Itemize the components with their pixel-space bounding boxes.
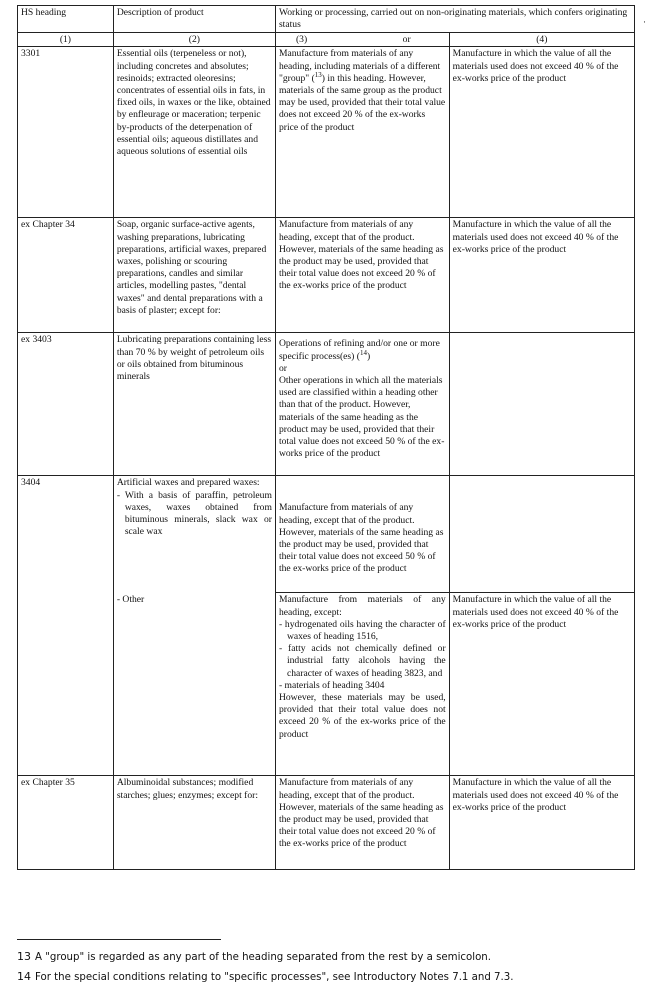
footnote-ref-14: 14 — [359, 348, 367, 357]
hs-heading-cell: ex 3403 — [18, 333, 114, 476]
processing-list-item: - fatty acids not chemically defined or industrial fatty alcohols having the character of waxes of heading 3823, and — [278, 643, 446, 679]
processing-or: or — [278, 362, 287, 374]
processing-cell: Manufacture from materials of any heading, except that of the product. However, materials of the same heading as the product may be used, provided that their total value does not exceed 20 % of the ex-works price of the product — [275, 218, 449, 333]
table-row — [18, 218, 635, 333]
footnote-number: 13 — [17, 950, 31, 963]
table-row — [18, 776, 635, 870]
alternative-cell-empty — [449, 476, 634, 593]
processing-text: Manufacture from materials of any heading, except: — [278, 594, 446, 618]
description-subitem: - Other — [116, 593, 145, 605]
table-header-row — [18, 6, 635, 33]
processing-text: Manufacture from materials of any heading, including materials of a different "group" — [278, 48, 441, 84]
table-row — [18, 333, 635, 476]
alternative-cell: Manufacture in which the value of all the materials used does not exceed 40 % of the ex-works price of the product — [449, 47, 634, 218]
processing-text-cont: in this heading. However, materials of the same group as the product may be used, provided that their total value does not exceed 20 % of the ex-works price of the product — [278, 72, 446, 133]
header-description: Description of product — [113, 6, 275, 33]
processing-cell — [275, 476, 449, 593]
processing-text-cont: However, these materials may be used, provided that their total value does not exceed 20 % of the ex-works price of the product — [278, 692, 446, 740]
description-cell: Soap, organic surface-active agents, washing preparations, lubricating preparations, artificial waxes, prepared waxes, polishing or scouring preparations, candles and similar articles, modelling pastes, "dental waxes" and dental preparations with a basis of plaster; except for: — [113, 218, 275, 333]
footnote-text: A "group" is regarded as any part of the heading separated from the rest by a semicolon. — [35, 952, 491, 963]
processing-text: Operations of refining and/or one or more specific process(es) — [278, 338, 440, 362]
table-row — [18, 476, 635, 593]
description-text: Artificial waxes and prepared waxes: — [116, 477, 260, 489]
footnote-divider — [17, 939, 221, 940]
rules-table — [17, 5, 635, 870]
header-hs-heading: HS heading — [18, 6, 114, 33]
column-number-4: (4) — [449, 33, 634, 47]
alternative-cell: Manufacture in which the value of all the materials used does not exceed 40 % of the ex-works price of the product — [449, 593, 634, 776]
stray-mark: · — [643, 17, 646, 27]
alternative-cell-empty — [449, 333, 634, 476]
footnote-number: 14 — [17, 970, 31, 983]
table-row — [18, 47, 635, 218]
table-row — [18, 593, 635, 776]
description-cell: Lubricating preparations containing less than 70 % by weight of petroleum oils or oils obtained from bituminous minerals — [113, 333, 275, 476]
description-subitem: - With a basis of paraffin, petroleum waxes, waxes obtained from bituminous minerals, slack wax or scale wax — [116, 489, 272, 538]
processing-cell: Operations of refining and/or one or more specific process(es) ($^{14}$) or Other operations in which all the materials used are classified within a heading other than that of the product. However, materials of the same heading as the product may be used, provided that their total value does not exceed 50 % of the ex-works price of the product — [275, 333, 449, 476]
processing-text: Manufacture from materials of any heading, except that of the product. However, materials of the same heading as the product may be used, provided that their total value does not exceed 50 % of the ex-works price of the product — [278, 502, 444, 575]
processing-text-cont: Other operations in which all the materials used are classified within a heading other than that of the product. However, materials of the same heading as the product may be used, provided that their total value does not exceed 50 % of the ex-works price of the product — [278, 375, 445, 460]
footnote-14 — [17, 967, 637, 987]
header-working-processing: Working or processing, carried out on non-originating materials, which confers originating status — [275, 6, 634, 33]
processing-list-item: - materials of heading 3404 — [278, 679, 385, 691]
column-number-row — [18, 33, 635, 47]
column-number-3 — [275, 33, 449, 47]
alternative-cell: Manufacture in which the value of all the materials used does not exceed 40 % of the ex-works price of the product — [449, 776, 634, 870]
processing-list-item: - hydrogenated oils having the character of waxes of heading 1516, — [278, 618, 446, 643]
hs-heading-cell: 3404 — [18, 476, 114, 593]
hs-heading-cell: 3301 — [18, 47, 114, 218]
column-number-or: or — [402, 34, 411, 46]
column-number-2: (2) — [113, 33, 275, 47]
description-cell — [113, 593, 275, 776]
description-cell: Albuminoidal substances; modified starches; glues; enzymes; except for: — [113, 776, 275, 870]
hs-heading-cell-empty — [18, 593, 114, 776]
footnote-ref-13: 13 — [314, 70, 322, 79]
processing-cell: Manufacture from materials of any heading, including materials of a different "group" ($^{13}$) in this heading. However, materials of the same group as the product may be used, provided that their total value does not exceed 20 % of the ex-works price of the product — [275, 47, 449, 218]
description-cell — [113, 476, 275, 593]
alternative-cell: Manufacture in which the value of all the materials used does not exceed 40 % of the ex-works price of the product — [449, 218, 634, 333]
processing-cell: Manufacture from materials of any heading, except that of the product. However, materials of the same heading as the product may be used, provided that their total value does not exceed 20 % of the ex-works price of the product — [275, 776, 449, 870]
column-number-3-label: (3) — [295, 34, 308, 46]
column-number-1: (1) — [18, 33, 114, 47]
hs-heading-cell: ex Chapter 35 — [18, 776, 114, 870]
footnote-text: For the special conditions relating to "specific processes", see Introductory Notes 7.1 and 7.3. — [35, 972, 514, 983]
hs-heading-cell: ex Chapter 34 — [18, 218, 114, 333]
footnote-13 — [17, 947, 637, 967]
processing-cell — [275, 593, 449, 776]
description-cell: Essential oils (terpeneless or not), including concretes and absolutes; resinoids; extracted oleoresins; concentrates of essential oils in fats, in fixed oils, in waxes or the like, obtained by enfleurage or maceration; terpenic by-products of the deterpenation of essential oils; aqueous distillates and aqueous solutions of essential oils — [113, 47, 275, 218]
footnotes — [17, 947, 637, 987]
